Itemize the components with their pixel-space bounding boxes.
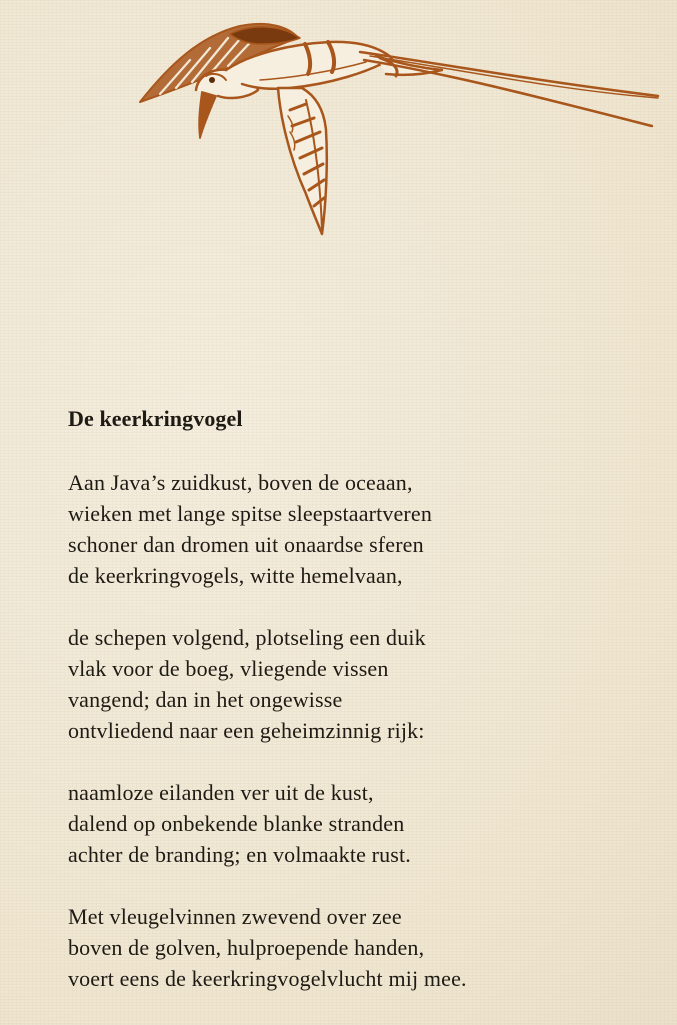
- poem-line: de schepen volgend, plotseling een duik: [68, 625, 426, 650]
- stanza-1: [68, 467, 648, 591]
- poem-line: voert eens de keerkringvogelvlucht mij mee.: [68, 966, 467, 991]
- poem-line: boven de golven, hulproepende handen,: [68, 935, 425, 960]
- stanza-3: [68, 777, 648, 870]
- poem-line: schoner dan dromen uit onaardse sferen: [68, 532, 424, 557]
- stanza-2: [68, 622, 648, 746]
- poem-line: Met vleugelvinnen zwevend over zee: [68, 904, 402, 929]
- poem-line: dalend op onbekende blanke stranden: [68, 811, 405, 836]
- poem-line: naamloze eilanden ver uit de kust,: [68, 780, 374, 805]
- poem-title: De keerkringvogel: [68, 406, 243, 431]
- poem-line: achter de branding; en volmaakte rust.: [68, 842, 411, 867]
- poem-line: vangend; dan in het ongewisse: [68, 687, 343, 712]
- poem: [68, 404, 648, 1025]
- stanza-4: [68, 901, 648, 994]
- poem-line: vlak voor de boeg, vliegende vissen: [68, 656, 389, 681]
- poem-line: de keerkringvogels, witte hemelvaan,: [68, 563, 403, 588]
- poem-line: Aan Java’s zuidkust, boven de oceaan,: [68, 470, 413, 495]
- tropicbird-illustration-icon: [130, 14, 670, 244]
- poem-line: wieken met lange spitse sleepstaartveren: [68, 501, 432, 526]
- poem-line: ontvliedend naar een geheimzinnig rijk:: [68, 718, 425, 743]
